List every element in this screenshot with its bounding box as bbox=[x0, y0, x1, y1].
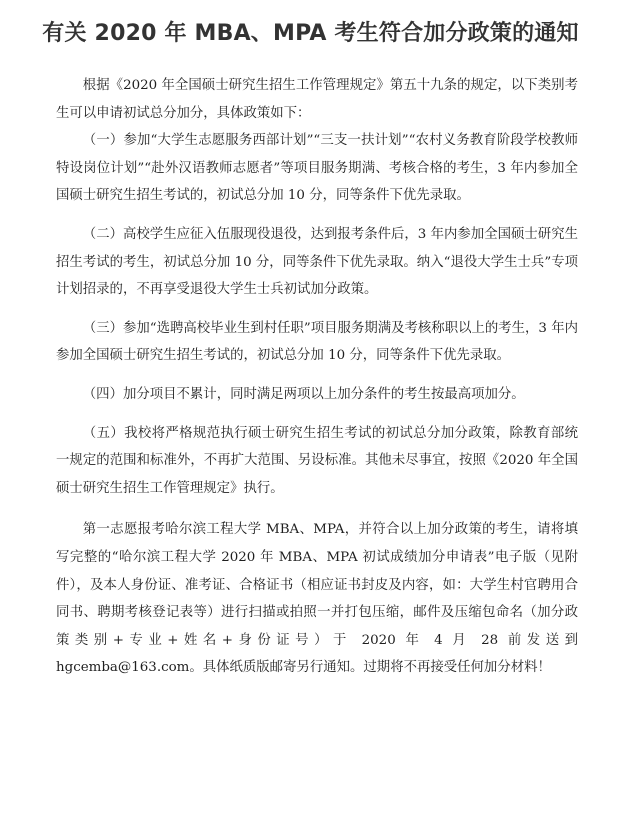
closing-paragraph: 第一志愿报考哈尔滨工程大学 MBA、MPA，并符合以上加分政策的考生，请将填写完整的“哈尔滨工程大学 2020 年 MBA、MPA 初试成绩加分申请表”电子版（见附件），及本人身份证、准考证、合格证书（相应证书封皮及内容，如：大学生村官聘用合同书、聘期考核登记表等）进行扫描或拍照一并打包压缩，邮件及压缩包命名（加分政策类别+专业+姓名+身份证号）于 2020 年 4 月 28 前发送到 hgcemba@163.com。具体纸质版邮寄另行通知。过期将不再接受任何加分材料！ bbox=[56, 522, 578, 676]
policy-item-4: （四）加分项目不累计，同时满足两项以上加分条件的考生按最高项加分。 bbox=[82, 386, 525, 402]
notice-body bbox=[56, 72, 578, 682]
policy-item-5: （五）我校将严格规范执行硕士研究生招生考试的初试总分加分政策，除教育部统一规定的范围和标准外，不再扩大范围、另设标准。其他未尽事宜，按照《2020 年全国硕士研究生招生工作管理规定》执行。 bbox=[56, 425, 578, 496]
policy-item-3: （三）参加“选聘高校毕业生到村任职”项目服务期满及考核称职以上的考生，3 年内参加全国硕士研究生招生考试的，初试总分加 10 分，同等条件下优先录取。 bbox=[56, 320, 578, 364]
policy-item-1: （一）参加“大学生志愿服务西部计划”“三支一扶计划”“农村义务教育阶段学校教师特设岗位计划”“赴外汉语教师志愿者”等项目服务期满、考核合格的考生，3 年内参加全国硕士研究生招生考试的，初试总分加 10 分，同等条件下优先录取。 bbox=[56, 133, 578, 204]
policy-item-2: （二）高校学生应征入伍服现役退役，达到报考条件后，3 年内参加全国硕士研究生招生考试的考生，初试总分加 10 分，同等条件下优先录取。纳入“退役大学生士兵”专项计划招录的，不再享受退役大学生士兵初试加分政策。 bbox=[56, 226, 578, 298]
notice-title: 有关 2020 年 MBA、MPA 考生符合加分政策的通知 bbox=[42, 20, 579, 46]
intro-paragraph: 根据《2020 年全国硕士研究生招生工作管理规定》第五十九条的规定，以下类别考生可以申请初试总分加分，具体政策如下： bbox=[56, 78, 578, 121]
